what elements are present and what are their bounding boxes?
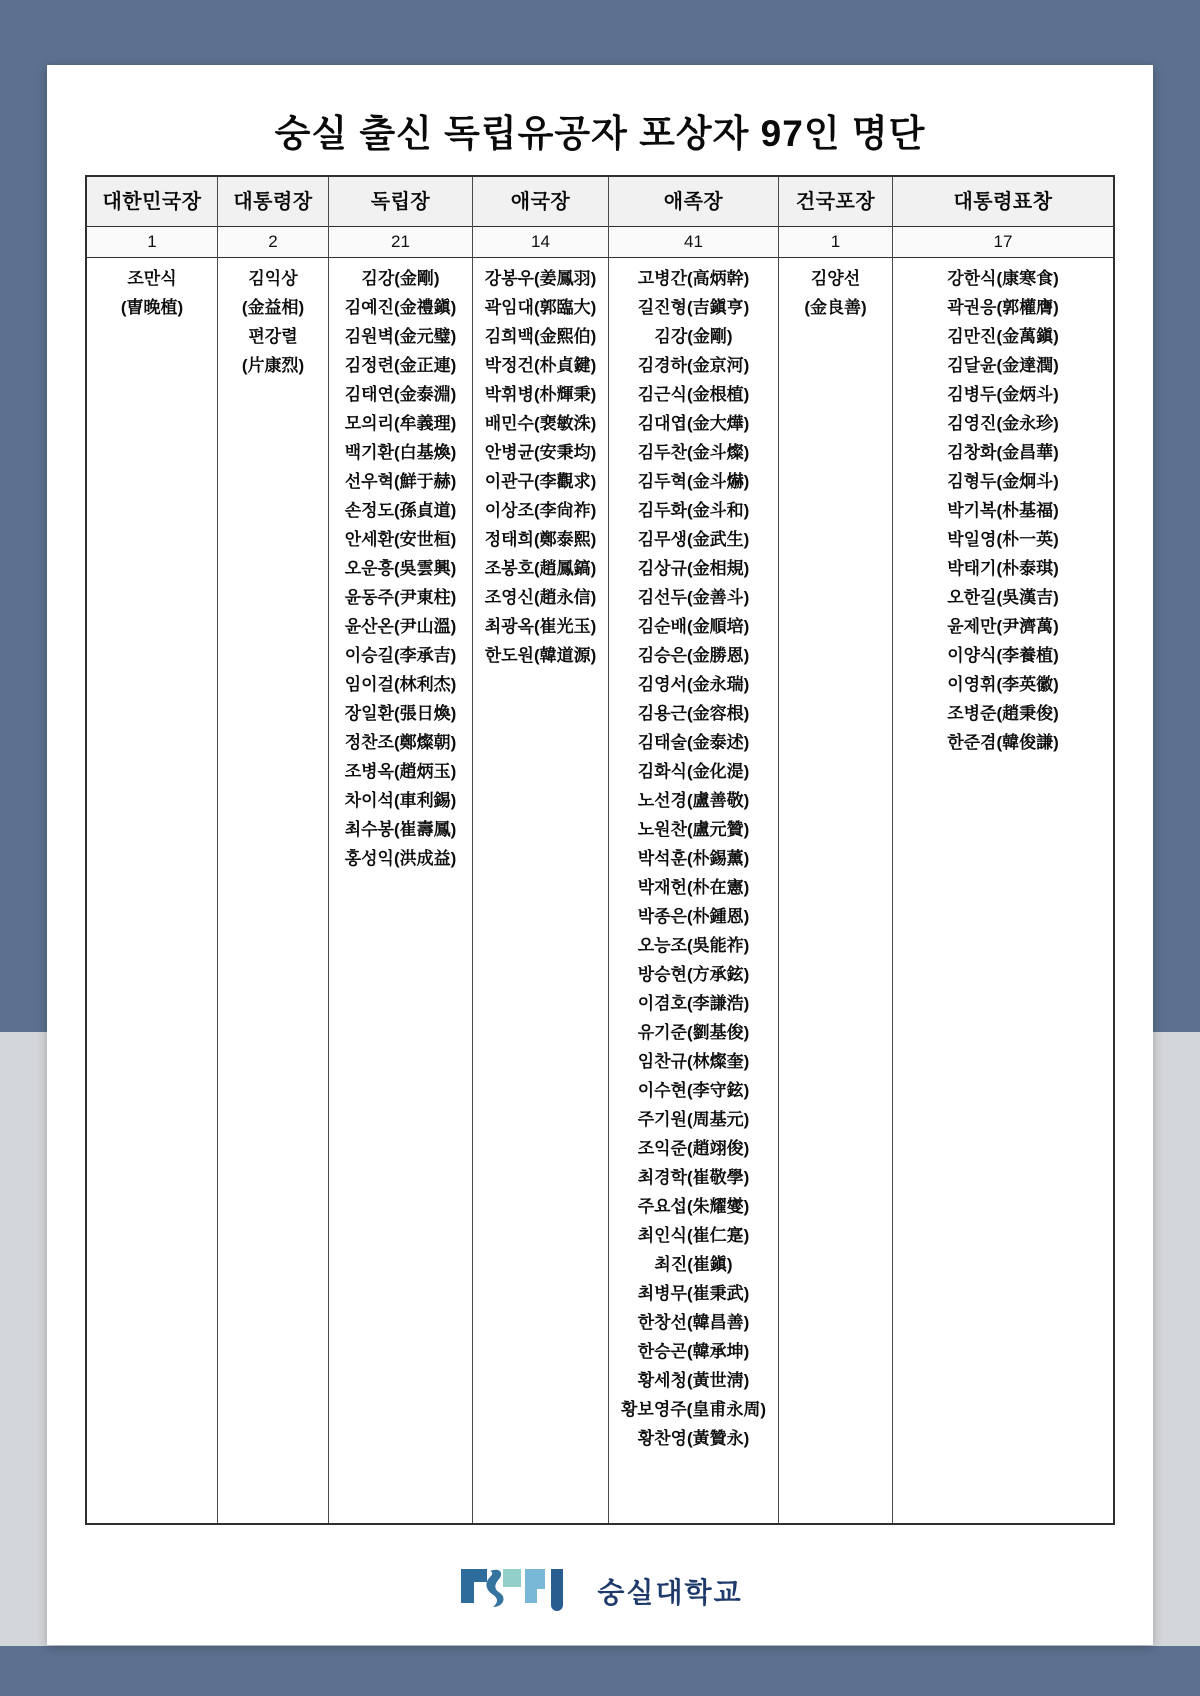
award-column-6 bbox=[779, 177, 893, 1523]
column-header: 애족장 bbox=[609, 177, 778, 227]
person-entry: 박정건(朴貞鍵) bbox=[484, 356, 597, 375]
person-entry: 김상규(金相規) bbox=[637, 559, 750, 578]
page-title: 숭실 출신 독립유공자 포상자 97인 명단 bbox=[274, 113, 926, 154]
column-count: 1 bbox=[87, 227, 217, 258]
person-entry: 조병준(趙秉俊) bbox=[947, 704, 1059, 723]
person-entry: 김영서(金永瑞) bbox=[637, 675, 750, 694]
person-entry: 박종은(朴鍾恩) bbox=[637, 907, 750, 926]
person-entry: 한도원(韓道源) bbox=[484, 646, 597, 665]
person-entry: 노선경(盧善敬) bbox=[637, 791, 750, 810]
column-count: 14 bbox=[473, 227, 608, 258]
person-entry: 김만진(金萬鎭) bbox=[947, 327, 1059, 346]
person-entry: 차이석(車利錫) bbox=[344, 791, 457, 810]
person-entry: 배민수(裵敏洙) bbox=[484, 414, 597, 433]
person-entry: 조익준(趙翊俊) bbox=[637, 1139, 750, 1158]
column-count: 41 bbox=[609, 227, 778, 258]
person-entry: 최진(崔鎭) bbox=[654, 1255, 733, 1274]
person-entry: 김병두(金炳斗) bbox=[947, 385, 1059, 404]
person-entry: 노원찬(盧元贊) bbox=[637, 820, 750, 839]
award-column-4 bbox=[473, 177, 609, 1523]
person-entry: 곽권응(郭權膺) bbox=[947, 298, 1059, 317]
person-entry: 김근식(金根植) bbox=[637, 385, 750, 404]
person-entry: 윤동주(尹東柱) bbox=[344, 588, 457, 607]
person-entry: 김순배(金順培) bbox=[637, 617, 750, 636]
person-entry: 조병옥(趙炳玉) bbox=[344, 762, 457, 781]
person-entry: 홍성익(洪成益) bbox=[344, 849, 457, 868]
person-entry: 박기복(朴基福) bbox=[947, 501, 1059, 520]
person-entry: 김영진(金永珍) bbox=[947, 414, 1059, 433]
column-header: 대통령표창 bbox=[893, 177, 1113, 227]
person-entry: 최인식(崔仁寔) bbox=[637, 1226, 750, 1245]
person-entry: 조만식 (曺晚植) bbox=[120, 269, 184, 317]
person-entry: 김태연(金泰淵) bbox=[344, 385, 457, 404]
column-header: 건국포장 bbox=[779, 177, 892, 227]
column-names bbox=[87, 258, 217, 1523]
column-names bbox=[329, 258, 472, 1523]
person-entry: 김정련(金正連) bbox=[344, 356, 457, 375]
person-entry: 김원벽(金元璧) bbox=[344, 327, 457, 346]
person-entry: 장일환(張日煥) bbox=[344, 704, 457, 723]
person-entry: 김익상 (金益相) bbox=[241, 269, 305, 317]
person-entry: 곽임대(郭臨大) bbox=[484, 298, 597, 317]
column-names bbox=[779, 258, 892, 1523]
person-entry: 모의리(牟義理) bbox=[344, 414, 457, 433]
person-entry: 한창선(韓昌善) bbox=[637, 1313, 750, 1332]
person-entry: 고병간(高炳幹) bbox=[637, 269, 750, 288]
person-entry: 백기환(白基煥) bbox=[344, 443, 457, 462]
award-column-3 bbox=[329, 177, 473, 1523]
person-entry: 박휘병(朴輝秉) bbox=[484, 385, 597, 404]
person-entry: 한준겸(韓俊謙) bbox=[947, 733, 1059, 752]
person-entry: 박일영(朴一英) bbox=[947, 530, 1059, 549]
document-sheet bbox=[47, 65, 1153, 1645]
column-count: 17 bbox=[893, 227, 1113, 258]
person-entry: 박태기(朴泰琪) bbox=[947, 559, 1059, 578]
person-entry: 강봉우(姜鳳羽) bbox=[484, 269, 597, 288]
person-entry: 김태술(金泰述) bbox=[637, 733, 750, 752]
person-entry: 방승현(方承鉉) bbox=[637, 965, 750, 984]
person-entry: 최병무(崔秉武) bbox=[637, 1284, 750, 1303]
person-entry: 이양식(李養植) bbox=[947, 646, 1059, 665]
person-entry: 김두찬(金斗燦) bbox=[637, 443, 750, 462]
person-entry: 김두혁(金斗爀) bbox=[637, 472, 750, 491]
person-entry: 한승곤(韓承坤) bbox=[637, 1342, 750, 1361]
person-entry: 김강(金剛) bbox=[361, 269, 440, 288]
person-entry: 오능조(吳能祚) bbox=[637, 936, 750, 955]
person-entry: 길진형(吉鎭亨) bbox=[637, 298, 750, 317]
person-entry: 김화식(金化湜) bbox=[637, 762, 750, 781]
person-entry: 정태희(鄭泰熙) bbox=[484, 530, 597, 549]
person-entry: 김선두(金善斗) bbox=[637, 588, 750, 607]
person-entry: 안병균(安秉均) bbox=[484, 443, 597, 462]
person-entry: 선우혁(鮮于赫) bbox=[344, 472, 457, 491]
column-header: 대한민국장 bbox=[87, 177, 217, 227]
person-entry: 김형두(金炯斗) bbox=[947, 472, 1059, 491]
person-entry: 윤제만(尹濟萬) bbox=[947, 617, 1059, 636]
person-entry: 김희백(金熙伯) bbox=[484, 327, 597, 346]
person-entry: 조봉호(趙鳳鎬) bbox=[484, 559, 597, 578]
person-entry: 주기원(周基元) bbox=[637, 1110, 750, 1129]
person-entry: 김강(金剛) bbox=[654, 327, 733, 346]
person-entry: 최경학(崔敬學) bbox=[637, 1168, 750, 1187]
column-names bbox=[893, 258, 1113, 1523]
person-entry: 조영신(趙永信) bbox=[484, 588, 597, 607]
person-entry: 황보영주(皇甫永周) bbox=[620, 1400, 766, 1419]
person-entry: 최광옥(崔光玉) bbox=[484, 617, 597, 636]
person-entry: 김두화(金斗和) bbox=[637, 501, 750, 520]
person-entry: 임찬규(林燦奎) bbox=[637, 1052, 750, 1071]
person-entry: 임이걸(林利杰) bbox=[344, 675, 457, 694]
column-count: 21 bbox=[329, 227, 472, 258]
person-entry: 박석훈(朴錫薰) bbox=[637, 849, 750, 868]
person-entry: 이영휘(李英徽) bbox=[947, 675, 1059, 694]
person-entry: 유기준(劉基俊) bbox=[637, 1023, 750, 1042]
university-logo bbox=[47, 1560, 1153, 1622]
background-band-bottom bbox=[0, 1646, 1200, 1696]
column-names bbox=[218, 258, 328, 1523]
person-entry: 이겸호(李謙浩) bbox=[637, 994, 750, 1013]
university-name: 숭실대학교 bbox=[597, 1577, 743, 1608]
column-header: 대통령장 bbox=[218, 177, 328, 227]
column-count: 1 bbox=[779, 227, 892, 258]
column-names bbox=[473, 258, 608, 1523]
column-header: 독립장 bbox=[329, 177, 472, 227]
award-column-5 bbox=[609, 177, 779, 1523]
person-entry: 김승은(金勝恩) bbox=[637, 646, 750, 665]
person-entry: 이수현(李守鉉) bbox=[637, 1081, 750, 1100]
person-entry: 편강렬 (片康烈) bbox=[241, 327, 305, 375]
person-entry: 오한길(吳漢吉) bbox=[947, 588, 1059, 607]
person-entry: 김달윤(金達潤) bbox=[947, 356, 1059, 375]
person-entry: 김경하(金京河) bbox=[637, 356, 750, 375]
person-entry: 이관구(李觀求) bbox=[484, 472, 597, 491]
person-entry: 김대엽(金大燁) bbox=[637, 414, 750, 433]
person-entry: 주요섭(朱耀燮) bbox=[637, 1197, 750, 1216]
person-entry: 김창화(金昌華) bbox=[947, 443, 1059, 462]
person-entry: 이승길(李承吉) bbox=[344, 646, 457, 665]
award-table bbox=[85, 175, 1115, 1525]
person-entry: 박재헌(朴在憲) bbox=[637, 878, 750, 897]
person-entry: 김양선 (金良善) bbox=[804, 269, 867, 317]
person-entry: 김용근(金容根) bbox=[637, 704, 750, 723]
award-column-1 bbox=[87, 177, 218, 1523]
award-column-2 bbox=[218, 177, 329, 1523]
person-entry: 오운흥(吳雲興) bbox=[344, 559, 457, 578]
person-entry: 김무생(金武生) bbox=[637, 530, 750, 549]
person-entry: 윤산온(尹山溫) bbox=[344, 617, 457, 636]
ssu-logo-mark bbox=[457, 1563, 583, 1619]
person-entry: 안세환(安世桓) bbox=[344, 530, 457, 549]
column-header: 애국장 bbox=[473, 177, 608, 227]
column-count: 2 bbox=[218, 227, 328, 258]
award-column-7 bbox=[893, 177, 1113, 1523]
person-entry: 황찬영(黃贊永) bbox=[637, 1429, 750, 1448]
person-entry: 정찬조(鄭燦朝) bbox=[344, 733, 457, 752]
person-entry: 손정도(孫貞道) bbox=[344, 501, 457, 520]
person-entry: 이상조(李尙祚) bbox=[484, 501, 597, 520]
person-entry: 최수봉(崔壽鳳) bbox=[344, 820, 457, 839]
person-entry: 강한식(康寒食) bbox=[947, 269, 1059, 288]
person-entry: 김예진(金禮鎭) bbox=[344, 298, 457, 317]
column-names bbox=[609, 258, 778, 1523]
person-entry: 황세청(黃世淸) bbox=[637, 1371, 750, 1390]
